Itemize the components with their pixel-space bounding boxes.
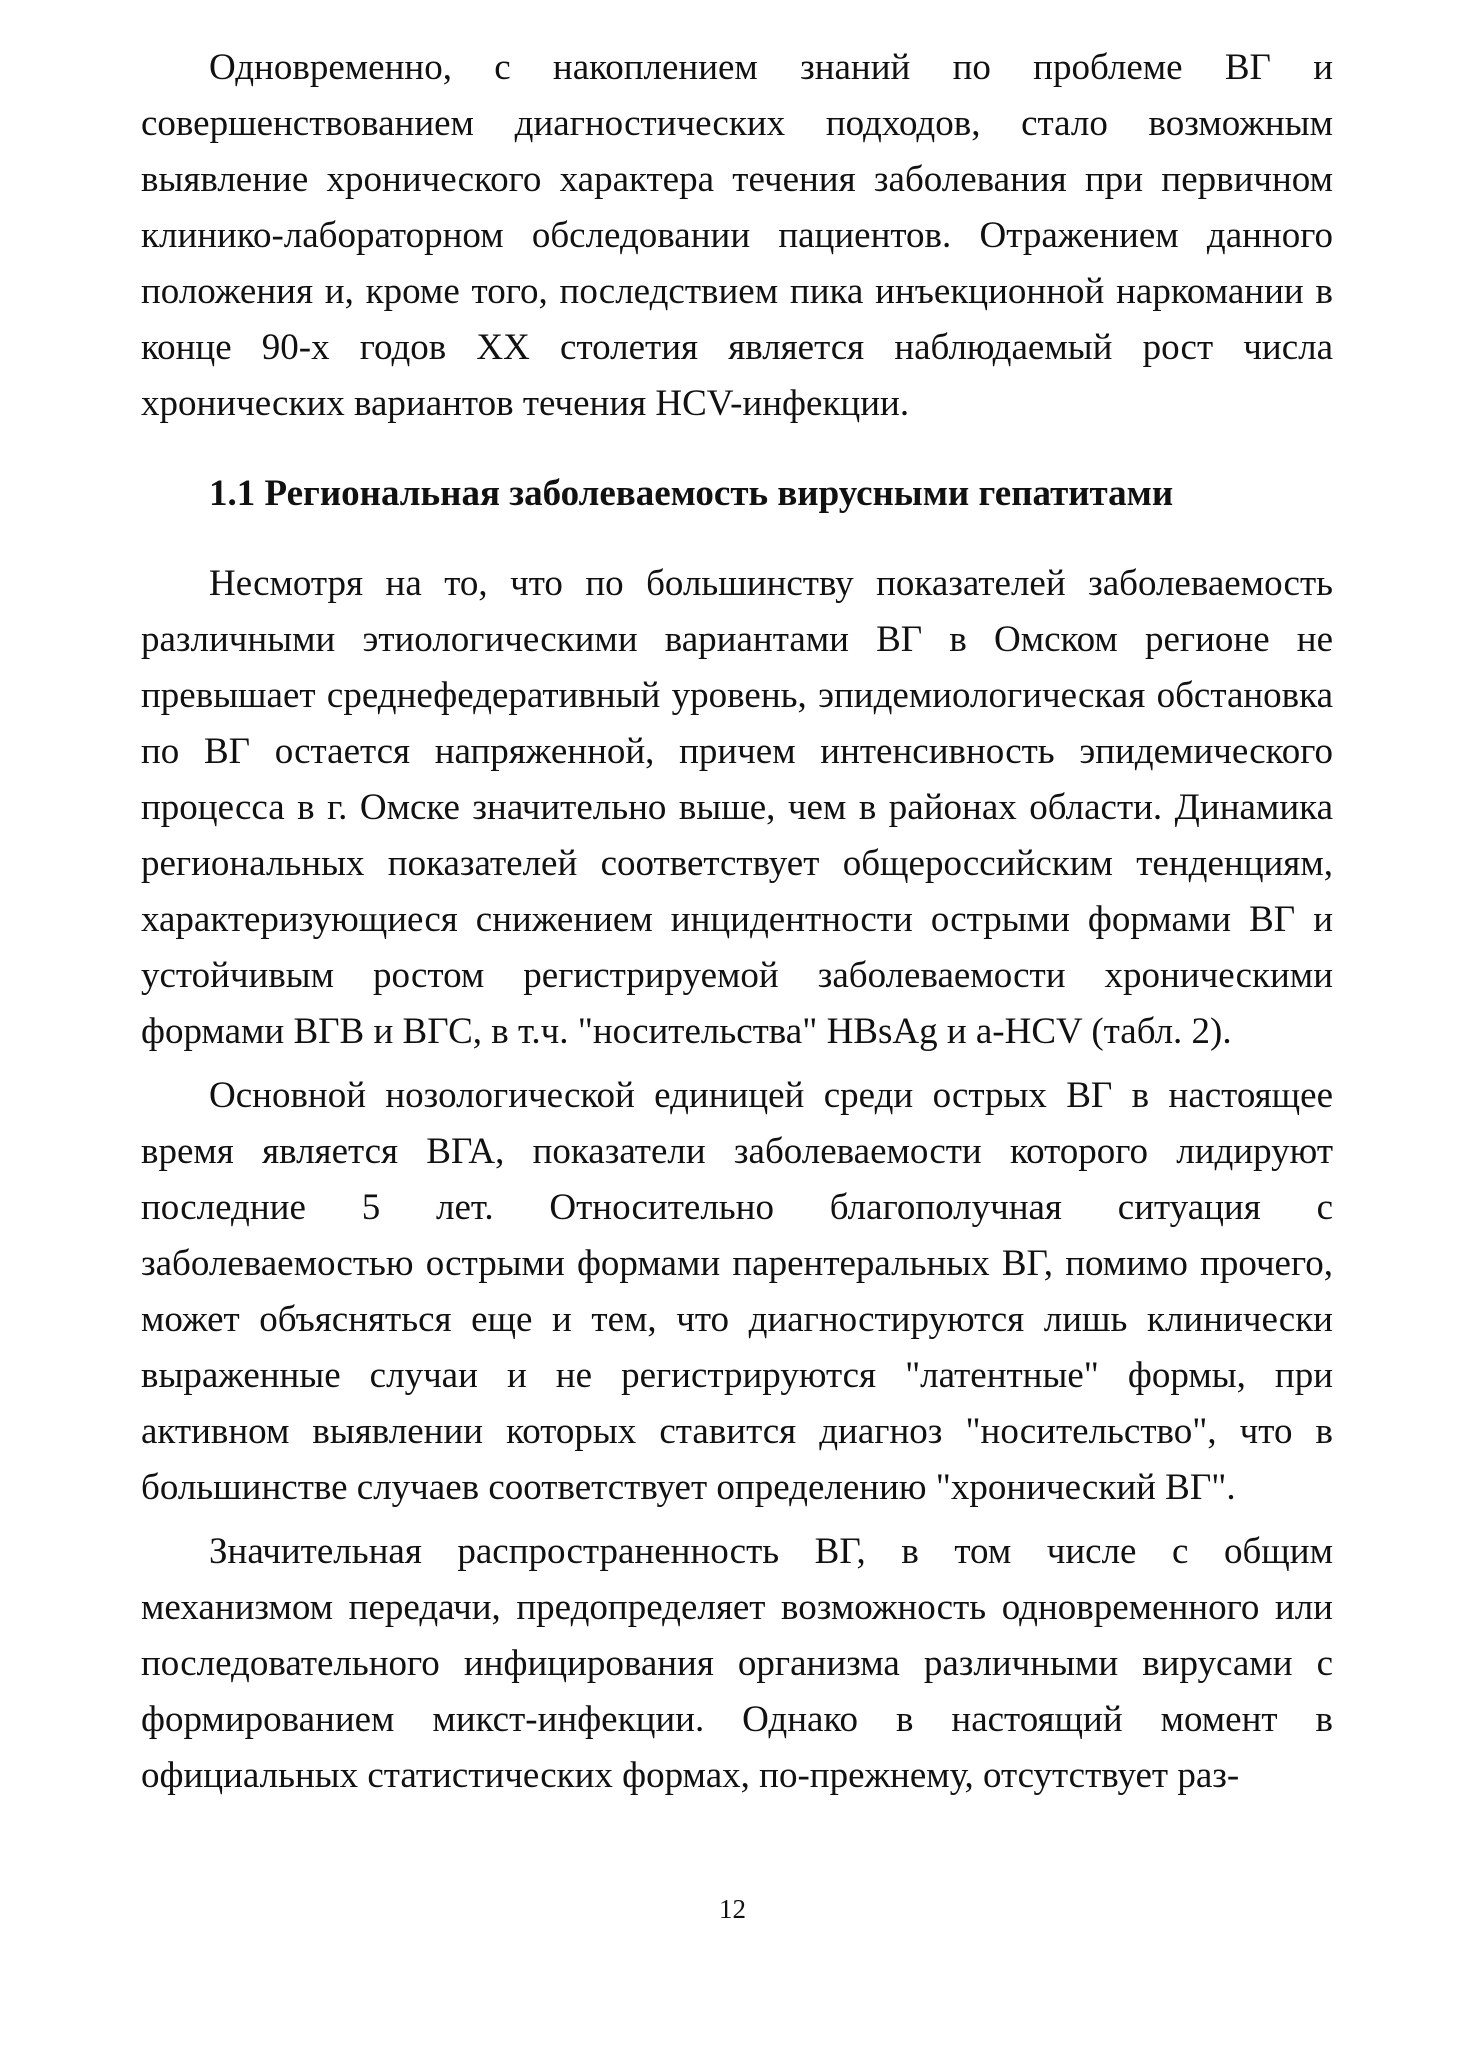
paragraph-gap bbox=[141, 1060, 1333, 1068]
paragraph-intro: Одновременно, с накоплением знаний по проблеме ВГ и совершенствованием диагностических подходов, стало возможным выявление хронического характера течения заболевания при первичном клинико-лабораторном обследовании пациентов. Отражением данного положения и, кроме того, последствием пика инъекционной наркомании в конце 90-х годов XX столетия является наблюдаемый рост числа хронических вариантов течения HCV-инфекции. bbox=[141, 47, 1333, 424]
paragraph-gap bbox=[141, 1516, 1333, 1524]
page-number: 12 bbox=[719, 1894, 746, 1924]
section-heading: 1.1 Региональная заболеваемость вирусными гепатитами bbox=[209, 473, 1174, 514]
paragraph-acute-hepatitis: Основной нозологической единицей среди острых ВГ в настоящее время является ВГА, показатели заболеваемости которого лидируют последние 5 лет. Относительно благополучная ситуация с заболеваемостью острыми формами парентеральных ВГ, помимо прочего, может объясняться еще и тем, что диагностируются лишь клинически выраженные случаи и не регистрируются "латентные" формы, при активном выявлении которых ставится диагноз "носительство", что в большинстве случаев соответствует определению "хронический ВГ". bbox=[141, 1075, 1333, 1508]
document-page bbox=[141, 40, 1333, 1804]
paragraph-regional-incidence: Несмотря на то, что по большинству показателей заболеваемость различными этиологическими вариантами ВГ в Омском регионе не превышает среднефедеративный уровень, эпидемиологическая обстановка по ВГ остается напряженной, причем интенсивность эпидемического процесса в г. Омске значительно выше, чем в районах области. Динамика региональных показателей соответствует общероссийским тенденциям, характеризующиеся снижением инцидентности острыми формами ВГ и устойчивым ростом регистрируемой заболеваемости хроническими формами ВГВ и ВГС, в т.ч. "носительства" HBsAg и a-HCV (табл. 2). bbox=[141, 563, 1333, 1052]
paragraph-mixed-infection: Значительная распространенность ВГ, в том числе с общим механизмом передачи, предопределяет возможность одновременного или последовательного инфицирования организма различными вирусами с формированием микст-инфекции. Однако в настоящий момент в официальных статистических формах, по-прежнему, отсутствует раз- bbox=[141, 1531, 1333, 1796]
